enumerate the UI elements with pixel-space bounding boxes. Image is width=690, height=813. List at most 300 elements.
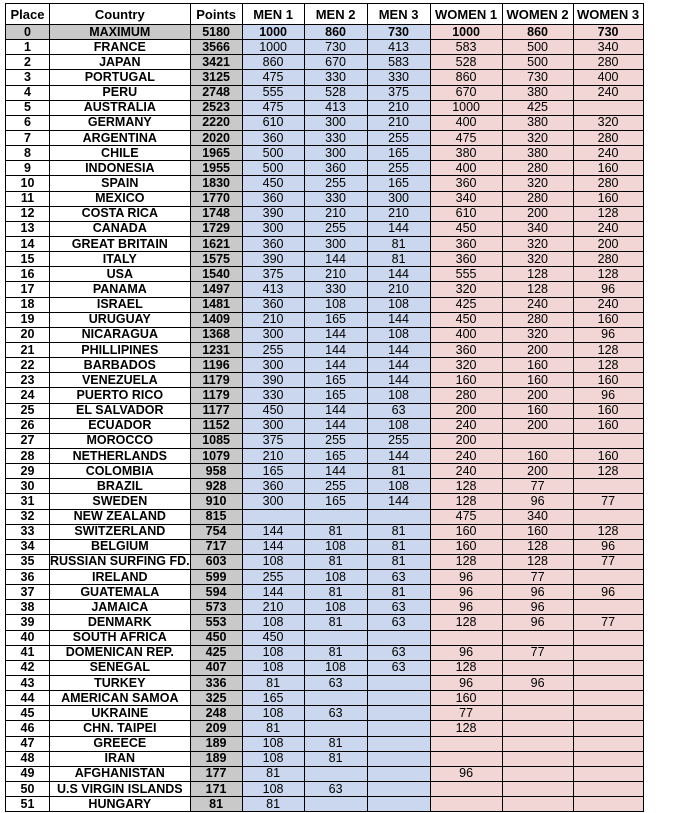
cell-points: 928 xyxy=(190,479,242,494)
cell-men-3: 255 xyxy=(367,433,430,448)
cell-country: SENEGAL xyxy=(50,660,191,675)
cell-men-2: 360 xyxy=(304,161,367,176)
cell-country: ITALY xyxy=(50,252,191,267)
cell-place: 26 xyxy=(6,418,50,433)
cell-women-2: 96 xyxy=(502,676,573,691)
cell-place: 12 xyxy=(6,206,50,221)
cell-points: 177 xyxy=(190,766,242,781)
cell-place: 49 xyxy=(6,766,50,781)
cell-place: 43 xyxy=(6,676,50,691)
cell-points: 3421 xyxy=(190,55,242,70)
cell-men-2: 144 xyxy=(304,327,367,342)
cell-women-1: 400 xyxy=(430,327,502,342)
cell-points: 815 xyxy=(190,509,242,524)
cell-women-3 xyxy=(573,660,643,675)
cell-place: 46 xyxy=(6,721,50,736)
cell-men-3: 63 xyxy=(367,403,430,418)
cell-place: 40 xyxy=(6,630,50,645)
cell-points: 1196 xyxy=(190,358,242,373)
cell-women-1: 77 xyxy=(430,706,502,721)
cell-women-1 xyxy=(430,736,502,751)
cell-place: 38 xyxy=(6,600,50,615)
cell-place: 10 xyxy=(6,176,50,191)
cell-women-1: 400 xyxy=(430,115,502,130)
cell-country: PERU xyxy=(50,85,191,100)
cell-men-3: 63 xyxy=(367,600,430,615)
cell-place: 48 xyxy=(6,751,50,766)
cell-men-1: 450 xyxy=(242,630,304,645)
table-row xyxy=(6,433,644,448)
cell-men-1: 108 xyxy=(242,706,304,721)
cell-women-2: 200 xyxy=(502,418,573,433)
cell-country: NETHERLANDS xyxy=(50,448,191,463)
cell-men-2: 730 xyxy=(304,40,367,55)
cell-points: 1085 xyxy=(190,433,242,448)
cell-women-2: 77 xyxy=(502,645,573,660)
cell-men-1: 450 xyxy=(242,176,304,191)
cell-women-1: 610 xyxy=(430,206,502,221)
cell-men-2 xyxy=(304,721,367,736)
cell-men-1 xyxy=(242,509,304,524)
cell-men-1: 555 xyxy=(242,85,304,100)
cell-place: 35 xyxy=(6,554,50,569)
cell-women-2: 860 xyxy=(502,25,573,40)
cell-women-1: 320 xyxy=(430,282,502,297)
cell-women-1: 1000 xyxy=(430,100,502,115)
cell-women-3: 128 xyxy=(573,342,643,357)
cell-women-2 xyxy=(502,691,573,706)
cell-men-2: 81 xyxy=(304,615,367,630)
cell-place: 34 xyxy=(6,539,50,554)
cell-place: 29 xyxy=(6,464,50,479)
cell-place: 45 xyxy=(6,706,50,721)
cell-points: 1955 xyxy=(190,161,242,176)
cell-women-1: 583 xyxy=(430,40,502,55)
cell-women-2: 160 xyxy=(502,403,573,418)
cell-place: 3 xyxy=(6,70,50,85)
cell-country: IRELAND xyxy=(50,570,191,585)
cell-women-2: 380 xyxy=(502,146,573,161)
cell-men-1: 108 xyxy=(242,615,304,630)
cell-country: SWEDEN xyxy=(50,494,191,509)
cell-women-1: 160 xyxy=(430,373,502,388)
cell-women-2: 200 xyxy=(502,206,573,221)
cell-women-1 xyxy=(430,782,502,797)
cell-place: 30 xyxy=(6,479,50,494)
cell-place: 21 xyxy=(6,342,50,357)
cell-women-1: 860 xyxy=(430,70,502,85)
cell-men-2: 330 xyxy=(304,70,367,85)
cell-men-2: 330 xyxy=(304,191,367,206)
cell-women-2: 500 xyxy=(502,55,573,70)
table-row xyxy=(6,524,644,539)
cell-women-2: 280 xyxy=(502,191,573,206)
cell-women-3: 77 xyxy=(573,615,643,630)
cell-place: 47 xyxy=(6,736,50,751)
cell-men-2: 255 xyxy=(304,433,367,448)
table-row xyxy=(6,479,644,494)
cell-points: 1497 xyxy=(190,282,242,297)
cell-country: URUGUAY xyxy=(50,312,191,327)
cell-women-3: 160 xyxy=(573,403,643,418)
cell-points: 209 xyxy=(190,721,242,736)
cell-points: 717 xyxy=(190,539,242,554)
cell-place: 37 xyxy=(6,585,50,600)
cell-women-2: 200 xyxy=(502,342,573,357)
cell-men-1: 144 xyxy=(242,539,304,554)
cell-men-1: 165 xyxy=(242,691,304,706)
cell-men-2: 165 xyxy=(304,494,367,509)
cell-men-2: 108 xyxy=(304,539,367,554)
cell-points: 5180 xyxy=(190,25,242,40)
cell-men-1: 210 xyxy=(242,448,304,463)
cell-women-3 xyxy=(573,676,643,691)
cell-women-2: 320 xyxy=(502,176,573,191)
cell-women-1: 475 xyxy=(430,130,502,145)
cell-women-3: 280 xyxy=(573,176,643,191)
cell-men-3 xyxy=(367,676,430,691)
cell-men-2: 210 xyxy=(304,206,367,221)
table-row xyxy=(6,539,644,554)
cell-country: U.S VIRGIN ISLANDS xyxy=(50,782,191,797)
cell-men-1: 81 xyxy=(242,721,304,736)
cell-men-3: 63 xyxy=(367,615,430,630)
cell-country: JAMAICA xyxy=(50,600,191,615)
cell-points: 1770 xyxy=(190,191,242,206)
cell-place: 39 xyxy=(6,615,50,630)
cell-men-2: 165 xyxy=(304,448,367,463)
cell-women-3 xyxy=(573,645,643,660)
cell-country: NEW ZEALAND xyxy=(50,509,191,524)
cell-women-3: 160 xyxy=(573,191,643,206)
cell-men-2: 144 xyxy=(304,342,367,357)
table-row xyxy=(6,70,644,85)
cell-women-1: 360 xyxy=(430,176,502,191)
cell-women-2: 340 xyxy=(502,221,573,236)
cell-men-1: 860 xyxy=(242,55,304,70)
cell-men-2: 670 xyxy=(304,55,367,70)
cell-men-1: 390 xyxy=(242,373,304,388)
cell-men-1: 300 xyxy=(242,418,304,433)
table-row xyxy=(6,130,644,145)
cell-women-2: 96 xyxy=(502,615,573,630)
cell-men-3: 375 xyxy=(367,85,430,100)
cell-women-3 xyxy=(573,600,643,615)
cell-men-2: 63 xyxy=(304,782,367,797)
cell-points: 1540 xyxy=(190,267,242,282)
cell-women-2: 128 xyxy=(502,554,573,569)
cell-men-1: 81 xyxy=(242,676,304,691)
cell-men-3: 300 xyxy=(367,191,430,206)
table-row xyxy=(6,782,644,797)
cell-women-1: 200 xyxy=(430,403,502,418)
cell-women-3 xyxy=(573,736,643,751)
cell-women-2: 96 xyxy=(502,600,573,615)
cell-points: 81 xyxy=(190,797,242,812)
cell-men-3: 255 xyxy=(367,130,430,145)
cell-men-3: 144 xyxy=(367,373,430,388)
cell-women-2 xyxy=(502,630,573,645)
cell-men-3: 583 xyxy=(367,55,430,70)
table-row xyxy=(6,236,644,251)
cell-place: 11 xyxy=(6,191,50,206)
cell-place: 44 xyxy=(6,691,50,706)
cell-points: 573 xyxy=(190,600,242,615)
cell-men-3: 108 xyxy=(367,479,430,494)
table-row xyxy=(6,55,644,70)
cell-men-2: 300 xyxy=(304,146,367,161)
cell-country: IRAN xyxy=(50,751,191,766)
cell-points: 1575 xyxy=(190,252,242,267)
cell-men-1: 108 xyxy=(242,645,304,660)
cell-men-3: 730 xyxy=(367,25,430,40)
cell-women-1: 528 xyxy=(430,55,502,70)
cell-points: 1830 xyxy=(190,176,242,191)
cell-women-1: 360 xyxy=(430,252,502,267)
cell-women-2: 380 xyxy=(502,115,573,130)
table-row xyxy=(6,721,644,736)
cell-men-2: 144 xyxy=(304,358,367,373)
cell-women-2 xyxy=(502,751,573,766)
cell-men-3: 108 xyxy=(367,297,430,312)
cell-men-2: 144 xyxy=(304,252,367,267)
cell-points: 1621 xyxy=(190,236,242,251)
cell-men-1: 330 xyxy=(242,388,304,403)
cell-points: 2748 xyxy=(190,85,242,100)
cell-women-1: 128 xyxy=(430,494,502,509)
header-men-1: MEN 1 xyxy=(242,4,304,25)
cell-men-3 xyxy=(367,736,430,751)
cell-men-3 xyxy=(367,691,430,706)
cell-place: 24 xyxy=(6,388,50,403)
cell-men-2: 165 xyxy=(304,312,367,327)
table-row xyxy=(6,221,644,236)
cell-country: BARBADOS xyxy=(50,358,191,373)
cell-men-1: 81 xyxy=(242,766,304,781)
cell-women-3: 280 xyxy=(573,252,643,267)
table-row xyxy=(6,267,644,282)
cell-women-2: 96 xyxy=(502,494,573,509)
cell-country: PORTUGAL xyxy=(50,70,191,85)
cell-country: PHILLIPINES xyxy=(50,342,191,357)
cell-women-2: 200 xyxy=(502,464,573,479)
cell-place: 16 xyxy=(6,267,50,282)
cell-country: INDONESIA xyxy=(50,161,191,176)
cell-country: AFGHANISTAN xyxy=(50,766,191,781)
cell-women-3 xyxy=(573,509,643,524)
table-row xyxy=(6,645,644,660)
cell-place: 19 xyxy=(6,312,50,327)
cell-men-2: 300 xyxy=(304,115,367,130)
table-row xyxy=(6,766,644,781)
cell-men-3 xyxy=(367,630,430,645)
cell-country: FRANCE xyxy=(50,40,191,55)
cell-points: 3125 xyxy=(190,70,242,85)
cell-women-2: 96 xyxy=(502,585,573,600)
cell-women-3 xyxy=(573,630,643,645)
cell-women-2: 320 xyxy=(502,236,573,251)
cell-men-2: 255 xyxy=(304,479,367,494)
cell-women-1: 128 xyxy=(430,554,502,569)
cell-points: 3566 xyxy=(190,40,242,55)
cell-place: 1 xyxy=(6,40,50,55)
cell-women-1: 128 xyxy=(430,615,502,630)
cell-place: 31 xyxy=(6,494,50,509)
table-row xyxy=(6,600,644,615)
cell-women-2 xyxy=(502,660,573,675)
cell-women-2 xyxy=(502,782,573,797)
rankings-table xyxy=(5,3,644,812)
cell-men-1: 375 xyxy=(242,433,304,448)
cell-men-3: 81 xyxy=(367,464,430,479)
cell-points: 336 xyxy=(190,676,242,691)
table-row xyxy=(6,751,644,766)
cell-men-2: 255 xyxy=(304,221,367,236)
cell-country: DENMARK xyxy=(50,615,191,630)
header-place: Place xyxy=(6,4,50,25)
cell-place: 5 xyxy=(6,100,50,115)
cell-men-1: 1000 xyxy=(242,25,304,40)
cell-men-1: 500 xyxy=(242,161,304,176)
cell-country: PUERTO RICO xyxy=(50,388,191,403)
cell-men-3: 144 xyxy=(367,494,430,509)
cell-place: 20 xyxy=(6,327,50,342)
cell-women-1: 670 xyxy=(430,85,502,100)
cell-women-3 xyxy=(573,782,643,797)
cell-place: 14 xyxy=(6,236,50,251)
cell-country: CHILE xyxy=(50,146,191,161)
cell-men-3: 210 xyxy=(367,282,430,297)
cell-women-3: 320 xyxy=(573,115,643,130)
cell-women-2 xyxy=(502,797,573,812)
cell-points: 1231 xyxy=(190,342,242,357)
cell-place: 15 xyxy=(6,252,50,267)
cell-men-3: 144 xyxy=(367,312,430,327)
cell-points: 2220 xyxy=(190,115,242,130)
cell-men-2: 330 xyxy=(304,282,367,297)
cell-women-2: 500 xyxy=(502,40,573,55)
cell-women-1: 96 xyxy=(430,600,502,615)
cell-place: 50 xyxy=(6,782,50,797)
cell-men-1: 300 xyxy=(242,327,304,342)
cell-country: BRAZIL xyxy=(50,479,191,494)
cell-women-3 xyxy=(573,691,643,706)
cell-women-2: 280 xyxy=(502,161,573,176)
cell-men-3: 330 xyxy=(367,70,430,85)
cell-place: 13 xyxy=(6,221,50,236)
cell-country: MEXICO xyxy=(50,191,191,206)
cell-men-2 xyxy=(304,797,367,812)
cell-women-2: 200 xyxy=(502,388,573,403)
cell-points: 1748 xyxy=(190,206,242,221)
cell-men-1: 413 xyxy=(242,282,304,297)
cell-points: 2523 xyxy=(190,100,242,115)
cell-men-3 xyxy=(367,706,430,721)
cell-women-3 xyxy=(573,433,643,448)
cell-women-1: 96 xyxy=(430,585,502,600)
cell-men-3: 63 xyxy=(367,570,430,585)
table-row xyxy=(6,115,644,130)
cell-men-2: 63 xyxy=(304,706,367,721)
cell-women-2 xyxy=(502,706,573,721)
cell-men-2: 81 xyxy=(304,736,367,751)
cell-points: 599 xyxy=(190,570,242,585)
cell-points: 189 xyxy=(190,751,242,766)
cell-men-1: 81 xyxy=(242,797,304,812)
table-row xyxy=(6,706,644,721)
cell-women-1: 160 xyxy=(430,539,502,554)
cell-women-1: 360 xyxy=(430,342,502,357)
cell-country: GREAT BRITAIN xyxy=(50,236,191,251)
table-row xyxy=(6,327,644,342)
cell-women-3: 280 xyxy=(573,130,643,145)
cell-men-1: 360 xyxy=(242,130,304,145)
cell-place: 9 xyxy=(6,161,50,176)
cell-men-3: 108 xyxy=(367,327,430,342)
cell-women-3: 240 xyxy=(573,85,643,100)
cell-men-3 xyxy=(367,721,430,736)
table-row xyxy=(6,40,644,55)
header-women-1: WOMEN 1 xyxy=(430,4,502,25)
cell-women-1: 200 xyxy=(430,433,502,448)
cell-women-3: 96 xyxy=(573,327,643,342)
table-row xyxy=(6,676,644,691)
table-row xyxy=(6,161,644,176)
cell-country: USA xyxy=(50,267,191,282)
cell-women-2 xyxy=(502,433,573,448)
table-row xyxy=(6,358,644,373)
table-row xyxy=(6,418,644,433)
cell-points: 1079 xyxy=(190,448,242,463)
cell-men-2: 108 xyxy=(304,660,367,675)
cell-men-1: 1000 xyxy=(242,40,304,55)
cell-men-3 xyxy=(367,766,430,781)
cell-women-2 xyxy=(502,721,573,736)
cell-men-1: 390 xyxy=(242,206,304,221)
cell-country: ISRAEL xyxy=(50,297,191,312)
cell-women-3: 730 xyxy=(573,25,643,40)
cell-men-3: 144 xyxy=(367,342,430,357)
cell-men-3: 63 xyxy=(367,645,430,660)
cell-points: 325 xyxy=(190,691,242,706)
cell-men-3: 165 xyxy=(367,146,430,161)
cell-men-2: 300 xyxy=(304,236,367,251)
cell-country: ARGENTINA xyxy=(50,130,191,145)
cell-men-3: 81 xyxy=(367,539,430,554)
cell-women-3 xyxy=(573,721,643,736)
table-row xyxy=(6,660,644,675)
cell-points: 1481 xyxy=(190,297,242,312)
cell-points: 1368 xyxy=(190,327,242,342)
table-row xyxy=(6,403,644,418)
cell-men-2: 81 xyxy=(304,554,367,569)
cell-men-2: 528 xyxy=(304,85,367,100)
cell-women-3 xyxy=(573,766,643,781)
cell-men-3: 210 xyxy=(367,100,430,115)
cell-points: 603 xyxy=(190,554,242,569)
table-row xyxy=(6,585,644,600)
cell-women-2: 128 xyxy=(502,267,573,282)
cell-country: GREECE xyxy=(50,736,191,751)
cell-country: BELGIUM xyxy=(50,539,191,554)
cell-men-1: 360 xyxy=(242,191,304,206)
cell-men-1: 390 xyxy=(242,252,304,267)
cell-men-2: 81 xyxy=(304,645,367,660)
table-row xyxy=(6,312,644,327)
cell-women-3 xyxy=(573,706,643,721)
cell-country: SOUTH AFRICA xyxy=(50,630,191,645)
cell-men-2: 860 xyxy=(304,25,367,40)
